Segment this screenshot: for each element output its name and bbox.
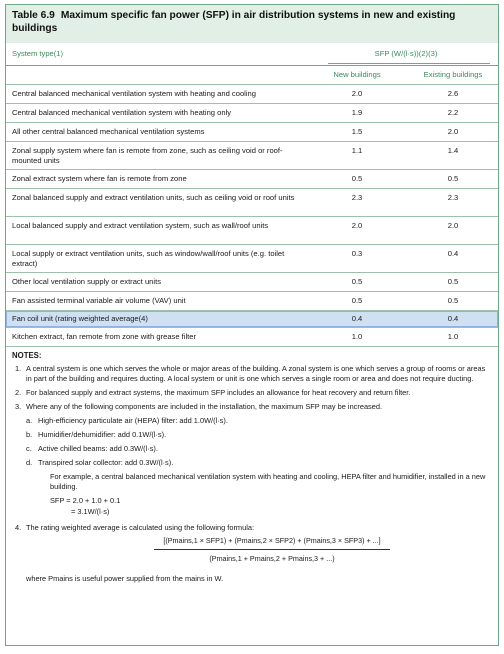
- table-title: Maximum specific fan power (SFP) in air distribution systems in new and existing buildings: [12, 10, 456, 34]
- row-label: Zonal balanced supply and extract ventilation units, such as ceiling void or roof units: [12, 193, 295, 202]
- row-label: Fan assisted terminal variable air volume (VAV) unit: [12, 296, 186, 305]
- note-1-text: A central system is one which serves the whole or major areas of the building. A zonal system is one which serves a group of rooms or areas in part of the building and requires ducting. A local system or unit is one which serves a single room or area and does not require ducting.: [26, 364, 486, 383]
- header-existing-buildings: Existing buildings: [423, 70, 483, 79]
- row-new-value: 2.0: [351, 221, 363, 230]
- table-row: [6, 189, 498, 217]
- notes-section: [6, 347, 498, 584]
- row-existing-value: 1.4: [447, 146, 459, 155]
- table-row: [6, 123, 498, 142]
- note-3c: c. Active chilled beams: add 0.3W/(l·s).: [26, 444, 158, 453]
- table-row: [6, 273, 498, 292]
- header-sfp: SFP (W/(l·s))(2)(3): [374, 49, 438, 58]
- header-sfp-underline: [328, 63, 490, 64]
- row-label: Local supply or extract ventilation units, such as window/wall/roof units (e.g. toilet extract): [12, 249, 285, 268]
- table-body: [6, 85, 498, 347]
- table-row-highlighted: [6, 311, 498, 328]
- row-existing-value: 0.4: [447, 249, 459, 258]
- row-new-value: 2.0: [351, 89, 363, 98]
- row-label: Zonal extract system where fan is remote from zone: [12, 174, 187, 183]
- table-row: [6, 245, 498, 273]
- row-existing-value: 2.2: [447, 108, 459, 117]
- table-row: [6, 292, 498, 311]
- note-1: 1. A central system is one which serves the whole or major areas of the building. A zonal system is one which serves a group of rooms or areas in part of the building and requires ducting. A local system or unit is one which serves a single room or area and does not require ducting.: [15, 364, 486, 383]
- row-label: Fan coil unit (rating weighted average(4): [12, 314, 148, 323]
- table-row: [6, 104, 498, 123]
- row-label: Other local ventilation supply or extract units: [12, 277, 161, 286]
- row-new-value: 2.3: [351, 193, 363, 202]
- row-label: Zonal supply system where fan is remote from zone, such as ceiling void or roof-mounted units: [12, 146, 283, 165]
- table-row: [6, 217, 498, 245]
- row-new-value: 0.4: [351, 314, 363, 323]
- row-new-value: 1.1: [351, 146, 363, 155]
- row-new-value: 0.3: [351, 249, 363, 258]
- formula-denominator: (Pmains,1 + Pmains,2 + Pmains,3 + ...): [209, 554, 335, 563]
- subheader-row: [6, 66, 498, 85]
- note-3: 3. Where any of the following components are included in the installation, the maximum SFP may be increased. a. High-efficiency particulate air (HEPA) filter: add 1.0W/(l·s). b. Humidifier/dehumidifier: add 0.1W/(l·s). c. Active chilled beams: add 0.3W/(l·s). d. Transpired solar collector: add 0.3W/(l·s). For example, a central balanced mechanical ventilation system with heating and cooling, HEPA filter and humidifier, installed in a new building. SFP = 2.0 + 1.0 + 0.1 = 3.1W/(l·s): [12, 402, 492, 517]
- row-existing-value: 2.0: [447, 127, 459, 136]
- rating-formula: [26, 536, 492, 570]
- row-new-value: 0.5: [351, 174, 363, 183]
- row-new-value: 1.0: [351, 332, 363, 341]
- formula-numerator: [(Pmains,1 × SFP1) + (Pmains,2 × SFP2) + (Pmains,3 × SFP3) + ...]: [163, 536, 381, 545]
- row-existing-value: 0.5: [447, 296, 459, 305]
- row-new-value: 0.5: [351, 296, 363, 305]
- note-3-calculation: SFP = 2.0 + 1.0 + 0.1 = 3.1W/(l·s): [50, 496, 121, 516]
- row-new-value: 0.5: [351, 277, 363, 286]
- row-existing-value: 2.3: [447, 193, 459, 202]
- note-4: 4. The rating weighted average is calculated using the following formula: [(Pmains,1 × SFP1) + (Pmains,2 × SFP2) + (Pmains,3 × SFP3) + ...] (Pmains,1 + Pmains,2 + Pmains,3 + ...): [12, 523, 492, 570]
- notes-title: NOTES:: [12, 351, 42, 360]
- row-label: Central balanced mechanical ventilation system with heating and cooling: [12, 89, 256, 98]
- header-system-type: System type(1): [12, 49, 64, 58]
- row-new-value: 1.9: [351, 108, 363, 117]
- row-label: Kitchen extract, fan remote from zone with grease filter: [12, 332, 197, 341]
- row-label: All other central balanced mechanical ventilation systems: [12, 127, 205, 136]
- header-new-buildings: New buildings: [333, 70, 381, 79]
- table-row: [6, 170, 498, 189]
- table-title-bar: [6, 5, 498, 43]
- note-3a: a. High-efficiency particulate air (HEPA) filter: add 1.0W/(l·s).: [26, 416, 228, 425]
- row-existing-value: 0.5: [447, 277, 459, 286]
- row-existing-value: 0.5: [447, 174, 459, 183]
- note-2: 2. For balanced supply and extract systems, the maximum SFP includes an allowance for heat recovery and return filter.: [15, 388, 411, 397]
- note-3b: b. Humidifier/dehumidifier: add 0.1W/(l·s).: [26, 430, 167, 439]
- table-number: Table 6.9: [12, 10, 55, 21]
- row-new-value: 1.5: [351, 127, 363, 136]
- note-2-text: For balanced supply and extract systems, the maximum SFP includes an allowance for heat recovery and return filter.: [26, 388, 411, 397]
- formula-fraction-line: [154, 549, 390, 550]
- table-container: [5, 4, 499, 646]
- table-row: [6, 142, 498, 170]
- row-existing-value: 2.0: [447, 221, 459, 230]
- note-4-text: The rating weighted average is calculated using the following formula:: [26, 523, 255, 532]
- row-label: Local balanced supply and extract ventilation system, such as wall/roof units: [12, 221, 269, 230]
- note-3-example: For example, a central balanced mechanical ventilation system with heating and cooling, HEPA filter and humidifier, installed in a new building.: [50, 472, 486, 491]
- row-existing-value: 0.4: [447, 314, 459, 323]
- header-row: [6, 43, 498, 66]
- formula-where: where Pmains is useful power supplied from the mains in W.: [26, 574, 224, 583]
- row-label: Central balanced mechanical ventilation system with heating only: [12, 108, 232, 117]
- note-3-text: Where any of the following components are included in the installation, the maximum SFP may be increased.: [26, 402, 383, 411]
- note-3d: d. Transpired solar collector: add 0.3W/(l·s). For example, a central balanced mechanical ventilation system with heating and cooling, HEPA filter and humidifier, installed in a new building. SFP = 2.0 + 1.0 + 0.1 = 3.1W/(l·s): [26, 458, 492, 517]
- table-row: [6, 328, 498, 347]
- row-existing-value: 2.6: [447, 89, 459, 98]
- table-row: [6, 85, 498, 104]
- row-existing-value: 1.0: [447, 332, 459, 341]
